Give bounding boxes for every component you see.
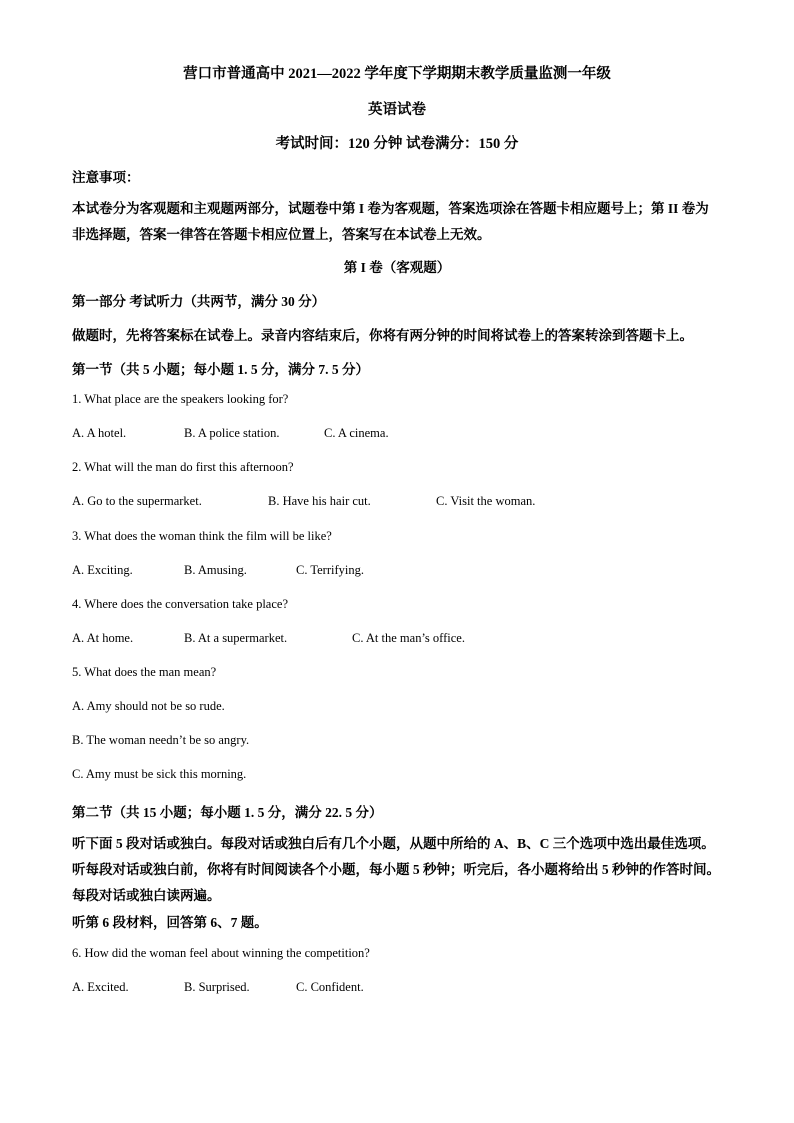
question-6: 6. How did the woman feel about winning the competition?: [72, 946, 370, 960]
section2-heading: 第二节（共 15 小题；每小题 1. 5 分，满分 22. 5 分）: [72, 805, 383, 820]
notice-heading: 注意事项：: [72, 170, 140, 185]
option-a: A. A hotel.: [72, 426, 127, 440]
part1-heading: 第一部分 考试听力（共两节，满分 30 分）: [72, 294, 326, 309]
exam-title: 营口市普通高中 2021—2022 学年度下学期期末教学质量监测一年级: [183, 66, 611, 82]
option-c: C. A cinema.: [324, 426, 389, 440]
option-c: C. Visit the woman.: [436, 494, 536, 508]
subject-title: 英语试卷: [368, 102, 426, 118]
question-2-options: [72, 494, 722, 512]
option-b: B. Surprised.: [184, 980, 250, 994]
option-c: C. Amy must be sick this morning.: [72, 767, 247, 781]
question-4: 4. Where does the conversation take place?: [72, 597, 288, 611]
option-c: C. At the man’s office.: [352, 631, 465, 645]
exam-info: 考试时间：120 分钟 试卷满分：150 分: [275, 136, 519, 152]
option-b: B. Have his hair cut.: [268, 494, 371, 508]
option-a: A. Exciting.: [72, 563, 133, 577]
question-6-options: [72, 980, 722, 998]
question-1: 1. What place are the speakers looking for?: [72, 392, 289, 406]
question-2: 2. What will the man do first this afternoon?: [72, 460, 294, 474]
question-1-options: [72, 426, 722, 444]
option-b: B. At a supermarket.: [184, 631, 288, 645]
section1-heading: 第一节（共 5 小题；每小题 1. 5 分，满分 7. 5 分）: [72, 362, 369, 377]
material-6-heading: 听第 6 段材料，回答第 6、7 题。: [72, 915, 268, 930]
section2-instruction: 听下面 5 段对话或独白。每段对话或独白后有几个小题，从题中所给的 A、B、C 三个选项中选出最佳选项。听每段对话或独白前，你将有时间阅读各个小题，每小题 5 秒钟；听完后，各小题将给出 5 秒钟的作答时间。每段对话或独白读两遍。: [72, 836, 720, 903]
question-5: 5. What does the man mean?: [72, 665, 217, 679]
option-b: B. Amusing.: [184, 563, 247, 577]
option-a: A. Go to the supermarket.: [72, 494, 202, 508]
option-a: A. Excited.: [72, 980, 129, 994]
option-a: A. Amy should not be so rude.: [72, 699, 225, 713]
question-3: 3. What does the woman think the film will be like?: [72, 529, 332, 543]
volume1-heading: 第 I 卷（客观题）: [343, 260, 451, 275]
option-a: A. At home.: [72, 631, 134, 645]
question-3-options: [72, 563, 722, 581]
part1-instruction: 做题时，先将答案标在试卷上。录音内容结束后，你将有两分钟的时间将试卷上的答案转涂到答题卡上。: [72, 328, 693, 343]
option-c: C. Confident.: [296, 980, 364, 994]
notice-body: 本试卷分为客观题和主观题两部分，试题卷中第 I 卷为客观题，答案选项涂在答题卡相应题号上；第 II 卷为非选择题，答案一律答在答题卡相应位置上，答案写在本试卷上无效。: [72, 201, 709, 242]
option-b: B. The woman needn’t be so angry.: [72, 733, 250, 747]
question-4-options: [72, 631, 722, 649]
option-c: C. Terrifying.: [296, 563, 364, 577]
option-b: B. A police station.: [184, 426, 280, 440]
